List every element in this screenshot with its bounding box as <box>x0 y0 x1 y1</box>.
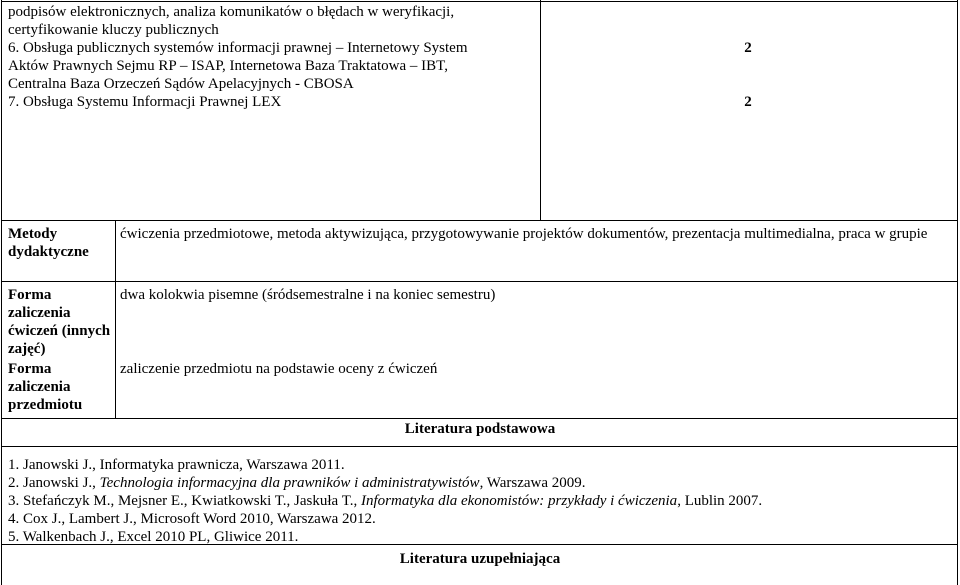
literature-basic-list <box>8 456 948 546</box>
hours-topic-6: 2 <box>744 40 752 56</box>
exercise-form-text: dwa kolokwia pisemne (śródsemestralne i na koniec semestru) <box>120 287 496 303</box>
column-divider-hours <box>540 0 541 221</box>
exercise-form-label: Forma zaliczenia ćwiczeń (innych zajęć) <box>8 287 111 357</box>
literature-item: 1. Janowski J., Informatyka prawnicza, Warszawa 2011. <box>8 457 345 473</box>
row-divider-literature-list <box>1 446 958 447</box>
topic-line: Aktów Prawnych Sejmu RP – ISAP, Internetowa Baza Traktatowa – IBT, <box>8 58 448 74</box>
literature-item: 4. Cox J., Lambert J., Microsoft Word 2010, Warszawa 2012. <box>8 511 376 527</box>
literature-item: 5. Walkenbach J., Excel 2010 PL, Gliwice 2011. <box>8 529 299 545</box>
hours-topic-7: 2 <box>744 94 752 110</box>
literature-item: 2. Janowski J., Technologia informacyjna dla prawników i administratywistów, Warszawa 2009. <box>8 475 586 491</box>
topics-description <box>8 3 536 111</box>
row-divider-literature <box>1 418 958 419</box>
topic-line: podpisów elektronicznych, analiza komunikatów o błędach w weryfikacji, <box>8 4 455 20</box>
topic-line: Centralna Baza Orzeczeń Sądów Apelacyjnych - CBOSA <box>8 76 354 92</box>
row-divider-top <box>1 1 958 2</box>
methods-label: Metody dydaktyczne <box>8 226 89 260</box>
methods-text: ćwiczenia przedmiotowe, metoda aktywizująca, przygotowywanie projektów dokumentów, prezentacja multimedialna, praca w grupie <box>120 226 928 242</box>
literature-extra-heading: Literatura uzupełniająca <box>399 551 561 567</box>
subject-form-text: zaliczenie przedmiotu na podstawie oceny z ćwiczeń <box>120 361 438 377</box>
topic-line: 7. Obsługa Systemu Informacji Prawnej LEX <box>8 94 282 110</box>
row-divider-methods <box>1 220 958 221</box>
topic-line: certyfikowanie kluczy publicznych <box>8 22 219 38</box>
topic-line: 6. Obsługa publicznych systemów informacji prawnej – Internetowy System <box>8 40 468 56</box>
row-divider-forms <box>1 281 958 282</box>
literature-basic-heading: Literatura podstawowa <box>404 421 556 437</box>
subject-form-label: Forma zaliczenia przedmiotu <box>8 361 83 413</box>
literature-item: 3. Stefańczyk M., Mejsner E., Kwiatkowski T., Jaskuła T., Informatyka dla ekonomistów: przykłady i ćwiczenia, Lublin 2007. <box>8 493 763 509</box>
